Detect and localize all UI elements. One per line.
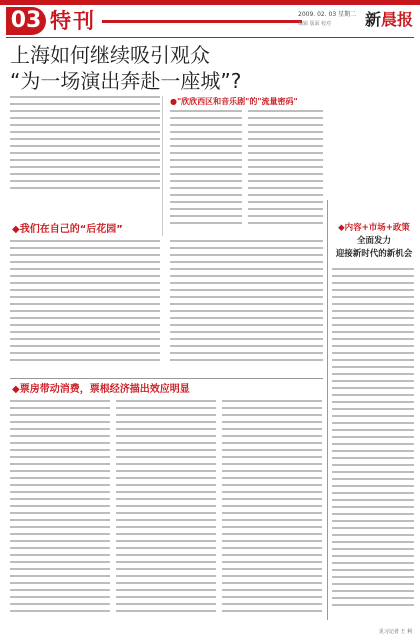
byline: 见习记者 王 利 <box>378 629 412 635</box>
headline-line-1: 上海如何继续吸引观众 <box>10 43 210 67</box>
sidebar-heading-line-2: 全面发力 <box>356 236 391 246</box>
subhead-quote: ●"欣欣西区和音乐剧"的"流量密码" <box>170 97 298 106</box>
headline-line-2: “为一场演出奔赴一座城”? <box>10 69 242 93</box>
mid-column-text <box>248 110 323 235</box>
brand-prefix: 新 <box>365 10 382 29</box>
subhead-ticket-economy: ◆票房带动消费，票根经济描出效应明显 <box>12 384 190 395</box>
editor-meta: 编辑 版面 校对 <box>298 21 332 27</box>
ticket-economy-text-3 <box>222 400 322 622</box>
newspaper-logo <box>365 7 413 30</box>
section-divider <box>10 378 323 379</box>
header-stripe <box>102 20 302 23</box>
sidebar-heading-line-1: ◆内容+市场+政策 <box>338 223 410 233</box>
backyard-text <box>10 240 160 370</box>
sidebar-heading <box>330 222 418 261</box>
ticket-economy-text-2 <box>116 400 216 622</box>
quote-column-text <box>170 110 242 235</box>
page-header <box>0 7 420 37</box>
sidebar-divider <box>327 200 328 620</box>
sidebar-heading-line-3: 迎接新时代的新机会 <box>335 249 413 259</box>
backyard-text-col2 <box>170 240 323 370</box>
page-number-badge: 03 <box>6 7 46 35</box>
subhead-backyard: ◆我们在自己的“后花园” <box>12 224 123 235</box>
brand-suffix: 晨报 <box>381 10 414 29</box>
top-accent-bar <box>0 0 420 5</box>
header-divider <box>6 37 414 38</box>
sidebar-text <box>332 268 414 618</box>
column-divider <box>162 96 163 236</box>
main-headline <box>10 42 350 94</box>
issue-date: 2009. 02. 03 星期二 <box>298 11 357 18</box>
ticket-economy-text-1 <box>10 400 110 622</box>
section-name: 特刊 <box>50 9 96 33</box>
intro-paragraph <box>10 96 160 196</box>
